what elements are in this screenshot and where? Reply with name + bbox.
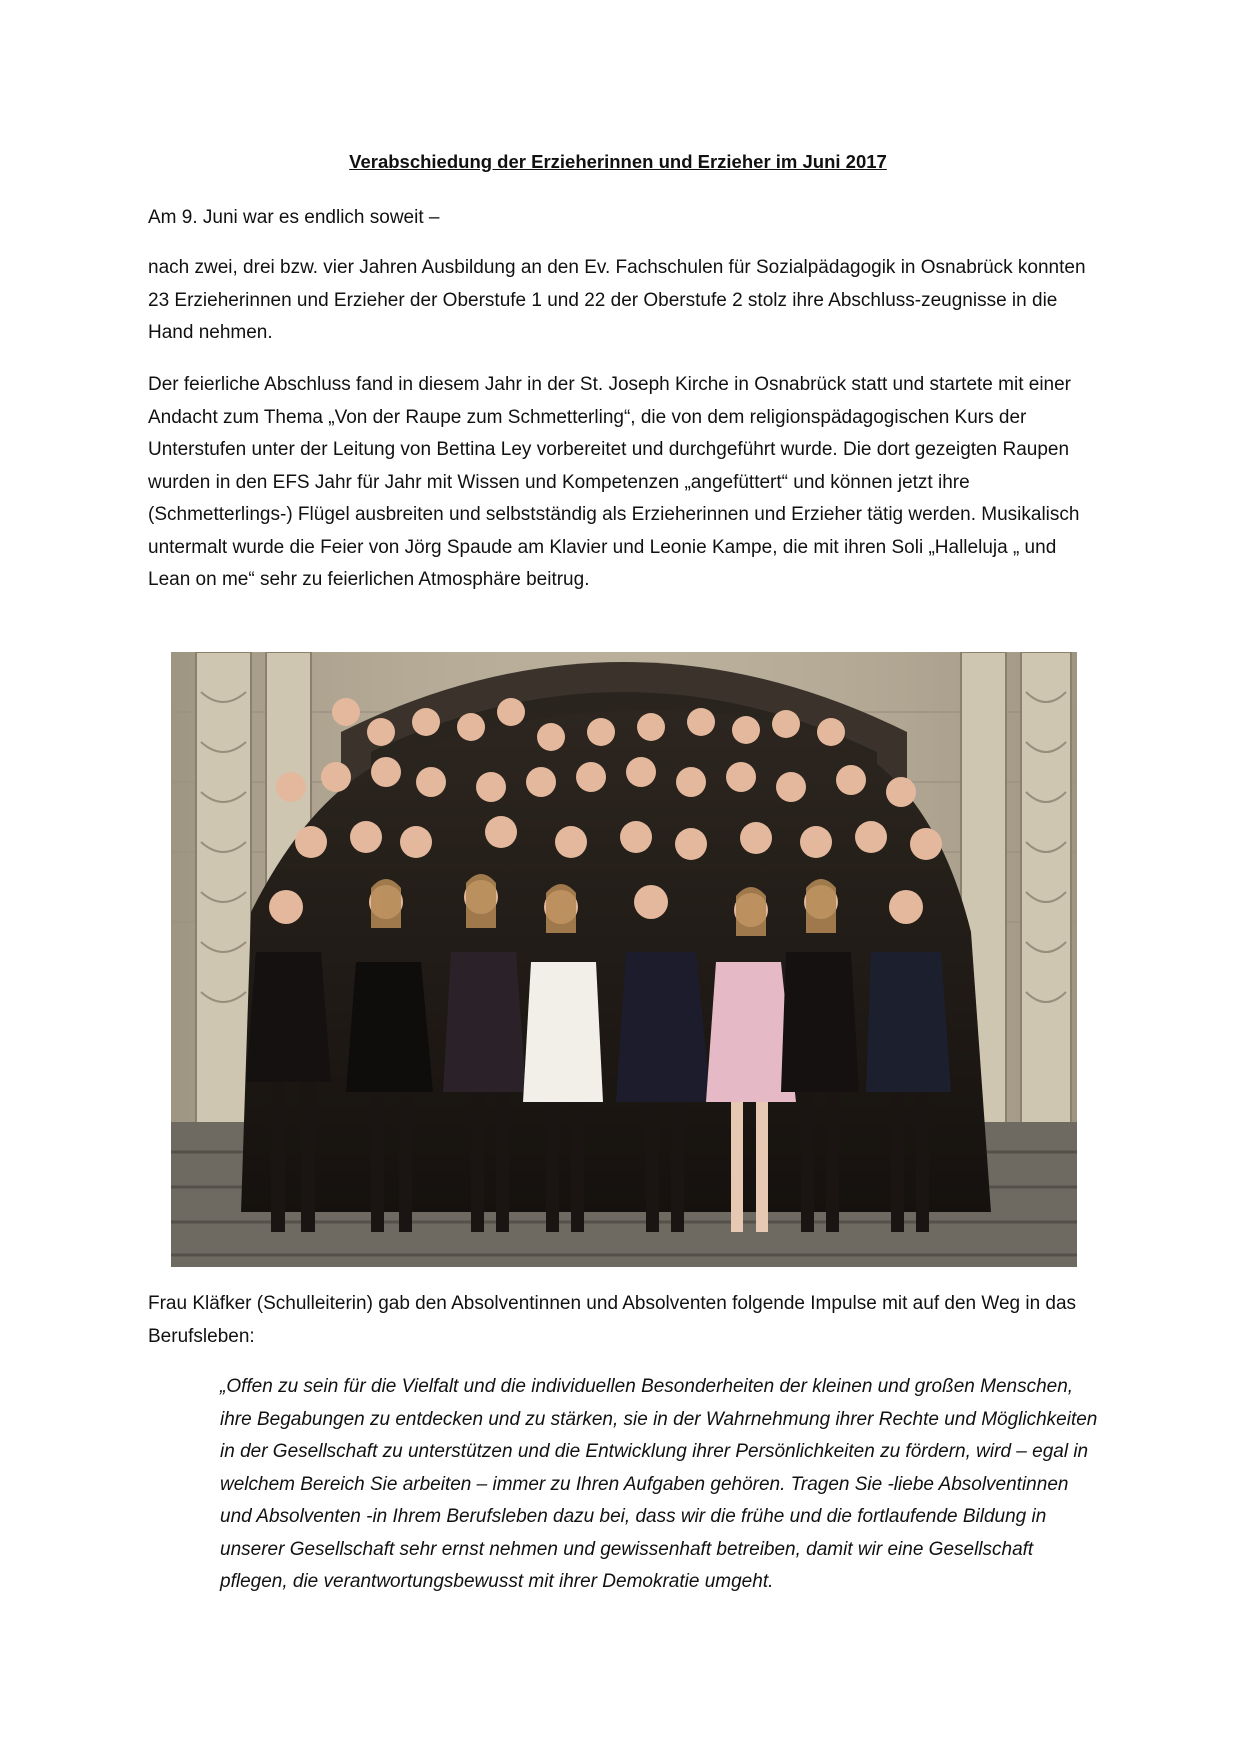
document-title: Verabschiedung der Erzieherinnen und Erzieher im Juni 2017 — [349, 151, 887, 172]
intro-line: Am 9. Juni war es endlich soweit – — [148, 207, 440, 228]
group-photo — [171, 652, 1077, 1267]
paragraph-impulses: Frau Kläfker (Schulleiterin) gab den Absolventinnen und Absolventen folgende Impulse mit auf den Weg in das Berufsleben: — [148, 1293, 1077, 1347]
paragraph-graduation: nach zwei, drei bzw. vier Jahren Ausbildung an den Ev. Fachschulen für Sozialpädagogik in Osnabrück konnten 23 Erzieherinnen und Erzieher der Oberstufe 1 und 22 der Oberstufe 2 stolz ihre Abschluss-zeugnisse in die Hand nehmen. — [148, 257, 1086, 343]
principal-quote: „Offen zu sein für die Vielfalt und die individuellen Besonderheiten der kleinen und großen Menschen, ihre Begabungen zu entdecken und zu stärken, sie in der Wahrnehmung ihrer Rechte und Möglichkeiten in der Gesellschaft zu unterstützen und die Entwicklung ihrer Persönlichkeiten zu fördern, wird – egal in welchem Bereich Sie arbeiten – immer zu Ihren Aufgaben gehören. Tragen Sie -liebe Absolventinnen und Absolventen -in Ihrem Berufsleben dazu bei, dass wir die frühe und die fortlaufende Bildung in unserer Gesellschaft sehr ernst nehmen und gewissenhaft betreiben, damit wir eine Gesellschaft pflegen, die verantwortungsbewusst mit ihrer Demokratie umgeht. — [220, 1376, 1098, 1592]
group-photo-illustration — [171, 652, 1077, 1267]
paragraph-ceremony: Der feierliche Abschluss fand in diesem Jahr in der St. Joseph Kirche in Osnabrück statt und startete mit einer Andacht zum Thema „Von der Raupe zum Schmetterling“, die von dem religionspädagogischen Kurs der Unterstufen unter der Leitung von Bettina Ley vorbereitet und durchgeführt wurde. Die dort gezeigten Raupen wurden in den EFS Jahr für Jahr mit Wissen und Kompetenzen „angefüttert“ und können jetzt ihre (Schmetterlings-) Flügel ausbreiten und selbstständig als Erzieherinnen und Erzieher tätig werden. Musikalisch untermalt wurde die Feier von Jörg Spaude am Klavier und Leonie Kampe, die mit ihren Soli „Halleluja „ und Lean on me“ sehr zu feierlichen Atmosphäre beitrug. — [148, 374, 1080, 590]
